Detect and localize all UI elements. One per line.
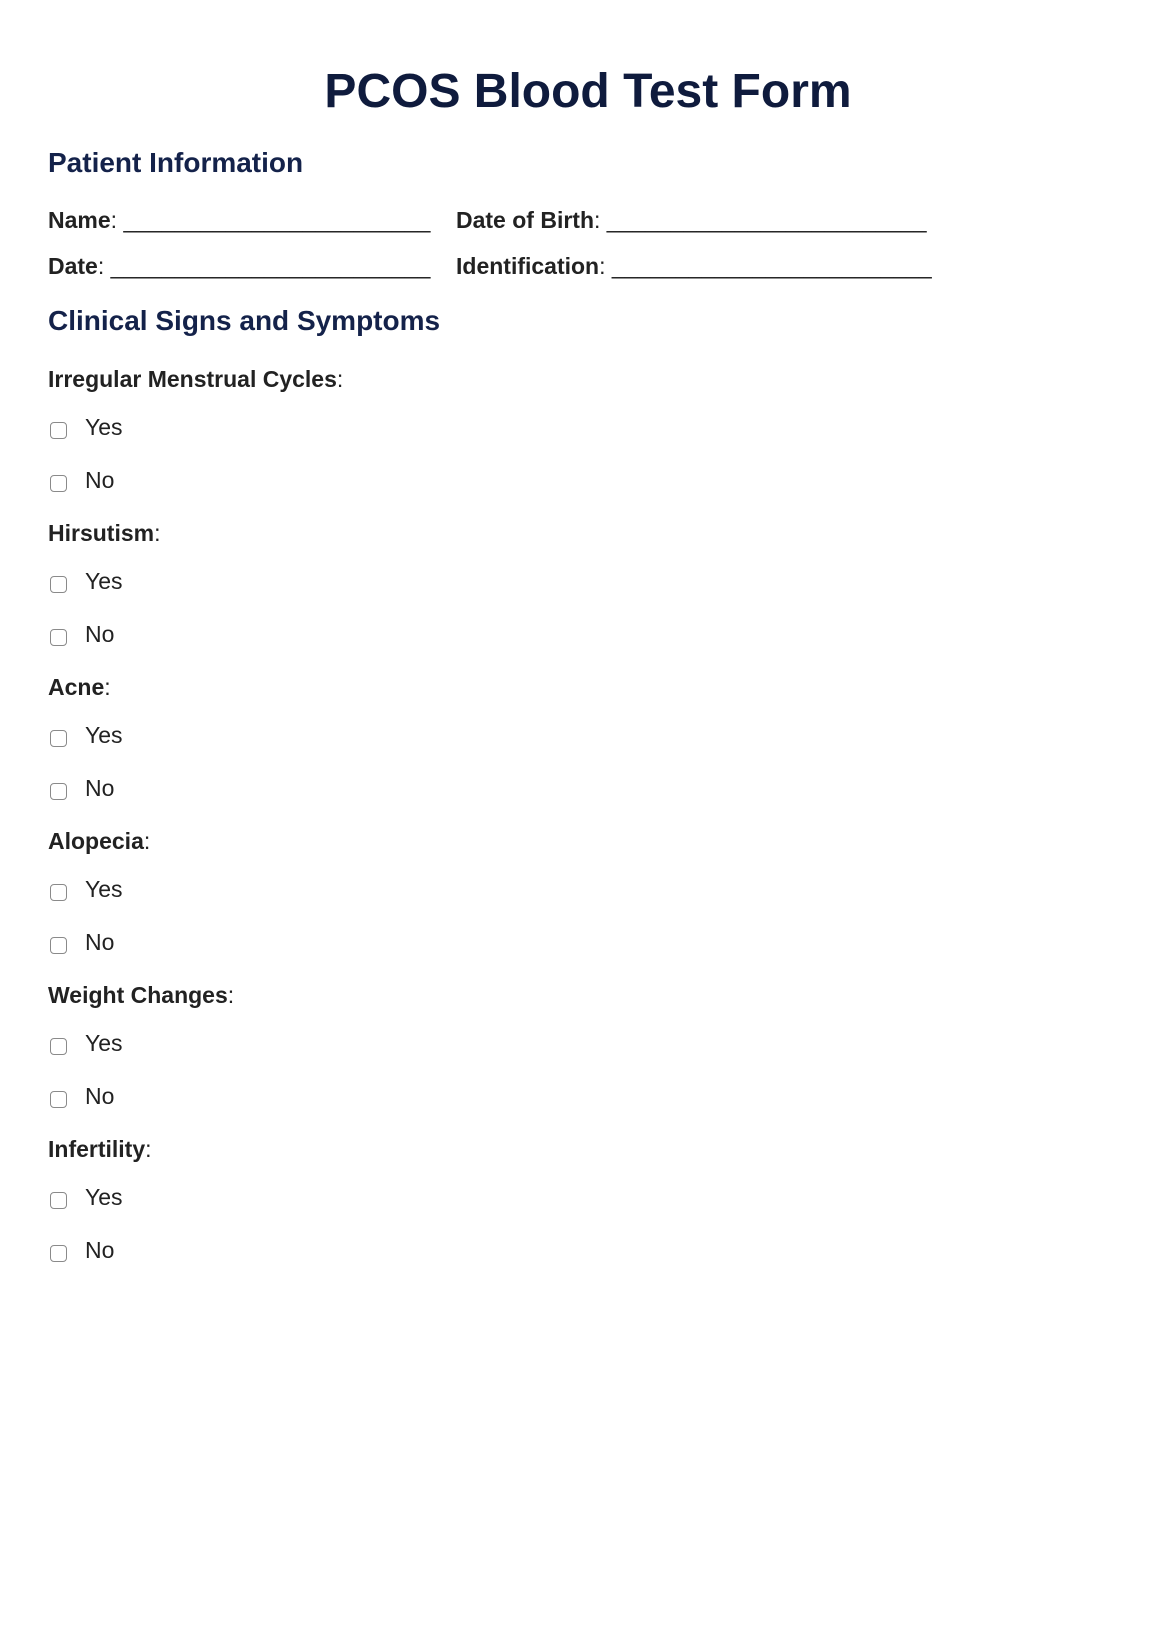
checkbox[interactable]: [50, 937, 67, 954]
question-alopecia: Alopecia:: [48, 828, 151, 854]
checkbox-option-no[interactable]: No: [50, 1081, 114, 1111]
date-of-birth-blank: _________________________: [606, 207, 927, 233]
question-hirsutism: Hirsutism:: [48, 520, 161, 546]
date-label: Date: [48, 253, 98, 279]
date-of-birth-label: Date of Birth: [456, 207, 594, 233]
checkbox[interactable]: [50, 1091, 67, 1108]
checkbox[interactable]: [50, 422, 67, 439]
checkbox-option-yes[interactable]: Yes: [50, 566, 123, 596]
checkbox-option-no[interactable]: No: [50, 1235, 114, 1265]
identification-blank: _________________________: [611, 253, 932, 279]
checkbox-option-yes[interactable]: Yes: [50, 1028, 123, 1058]
name-label: Name: [48, 207, 111, 233]
question-irregular-menstrual-cycles: Irregular Menstrual Cycles:: [48, 366, 344, 392]
checkbox[interactable]: [50, 783, 67, 800]
checkbox[interactable]: [50, 1245, 67, 1262]
checkbox[interactable]: [50, 629, 67, 646]
date-blank: _________________________: [110, 253, 431, 279]
patient-information-heading: Patient Information: [48, 147, 304, 178]
name-field[interactable]: Name: ________________________: [48, 207, 431, 233]
checkbox[interactable]: [50, 1192, 67, 1209]
checkbox-option-yes[interactable]: Yes: [50, 412, 123, 442]
checkbox-option-no[interactable]: No: [50, 773, 114, 803]
name-blank: ________________________: [123, 207, 431, 233]
question-infertility: Infertility:: [48, 1136, 152, 1162]
checkbox[interactable]: [50, 1038, 67, 1055]
date-field[interactable]: Date: _________________________: [48, 253, 431, 279]
question-acne: Acne:: [48, 674, 111, 700]
identification-label: Identification: [456, 253, 600, 279]
checkbox[interactable]: [50, 475, 67, 492]
checkbox[interactable]: [50, 884, 67, 901]
clinical-signs-heading: Clinical Signs and Symptoms: [48, 305, 441, 336]
checkbox-option-yes[interactable]: Yes: [50, 874, 123, 904]
date-of-birth-field[interactable]: Date of Birth: _________________________: [456, 207, 927, 233]
checkbox-option-no[interactable]: No: [50, 465, 114, 495]
checkbox-option-yes[interactable]: Yes: [50, 1182, 123, 1212]
question-weight-changes: Weight Changes:: [48, 982, 235, 1008]
checkbox-option-no[interactable]: No: [50, 927, 114, 957]
checkbox[interactable]: [50, 730, 67, 747]
checkbox-option-no[interactable]: No: [50, 619, 114, 649]
checkbox-option-yes[interactable]: Yes: [50, 720, 123, 750]
identification-field[interactable]: Identification: _________________________: [456, 253, 932, 279]
checkbox[interactable]: [50, 576, 67, 593]
page-title: PCOS Blood Test Form: [324, 65, 852, 118]
